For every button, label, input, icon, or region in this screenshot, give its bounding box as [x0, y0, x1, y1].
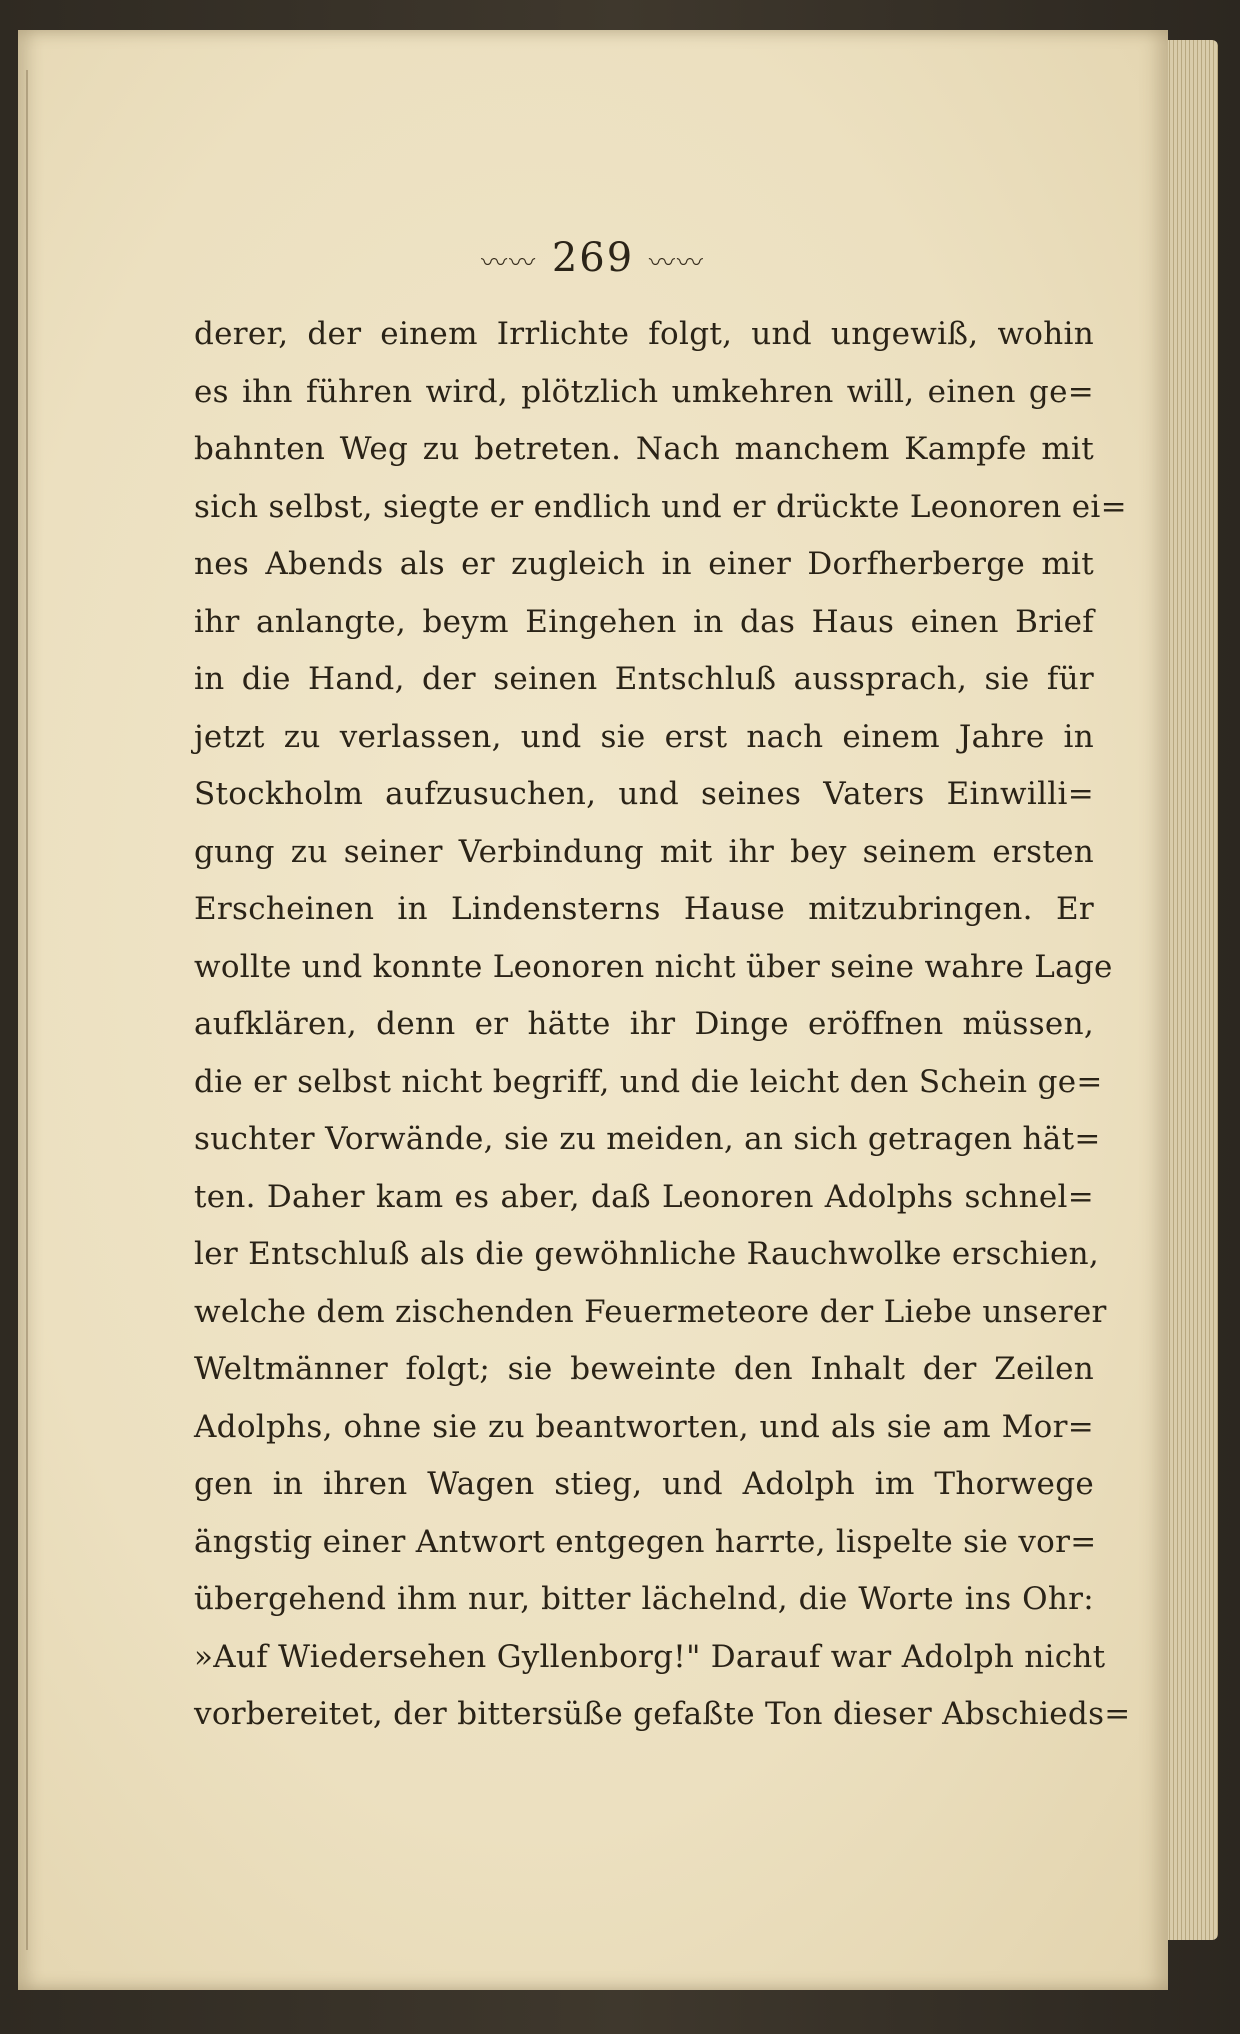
text-line: Weltmänner folgt; sie beweinte den Inhalt der Zeilen: [194, 1351, 1094, 1387]
text-line: Stockholm aufzusuchen, und seines Vaters Einwilli=: [194, 776, 1094, 812]
text-line: suchter Vorwände, sie zu meiden, an sich getragen hät=: [194, 1121, 1101, 1157]
text-line: es ihn führen wird, plötzlich umkehren will, einen ge=: [194, 373, 1094, 410]
gutter-shadow: [26, 70, 28, 1950]
text-line: Adolphs, ohne sie zu beantworten, und als sie am Mor=: [194, 1408, 1094, 1445]
text-line: vorbereitet, der bittersüße gefaßte Ton dieser Abschieds=: [194, 1696, 1131, 1732]
text-line: ängstig einer Antwort entgegen harrte, lispelte sie vor=: [194, 1523, 1097, 1560]
text-line: in die Hand, der seinen Entschluß aussprach, sie für: [194, 661, 1094, 697]
book-page: [18, 30, 1168, 1990]
text-line: ihr anlangte, beym Eingehen in das Haus einen Brief: [194, 603, 1094, 640]
page-header: [18, 235, 1168, 281]
body-text: [194, 306, 1131, 1744]
text-line: die er selbst nicht begriff, und die leicht den Schein ge=: [194, 1063, 1103, 1100]
text-line: übergehend ihm nur, bitter lächelnd, die Worte ins Ohr:: [194, 1581, 1094, 1617]
text-line: welche dem zischenden Feuermeteore der Liebe unserer: [194, 1293, 1107, 1330]
text-line: gen in ihren Wagen stieg, und Adolph im Thorwege: [194, 1466, 1094, 1502]
text-line: gung zu seiner Verbindung mit ihr bey seinem ersten: [194, 833, 1094, 870]
text-line: wollte und konnte Leonoren nicht über seine wahre Lage: [194, 948, 1113, 985]
text-line: aufklären, denn er hätte ihr Dinge eröffnen müssen,: [194, 1006, 1094, 1042]
text-line: derer, der einem Irrlichte folgt, und ungewiß, wohin: [194, 316, 1094, 352]
text-line: sich selbst, siegte er endlich und er drückte Leonoren ei=: [194, 488, 1127, 525]
text-line: jetzt zu verlassen, und sie erst nach einem Jahre in: [194, 718, 1094, 755]
text-line: »Auf Wiedersehen Gyllenborg!" Darauf war Adolph nicht: [194, 1638, 1106, 1675]
text-line: Erscheinen in Lindensterns Hause mitzubringen. Er: [194, 891, 1094, 927]
page-number: 269: [551, 235, 635, 281]
text-line: ler Entschluß als die gewöhnliche Rauchwolke erschien,: [194, 1236, 1100, 1272]
text-line: bahnten Weg zu betreten. Nach manchem Kampfe mit: [194, 431, 1094, 467]
text-line: ten. Daher kam es aber, daß Leonoren Adolphs schnel=: [194, 1178, 1094, 1215]
ornament-left: 〰〰: [481, 248, 538, 279]
ornament-right: 〰〰: [648, 248, 705, 279]
text-line: nes Abends als er zugleich in einer Dorfherberge mit: [194, 546, 1094, 582]
